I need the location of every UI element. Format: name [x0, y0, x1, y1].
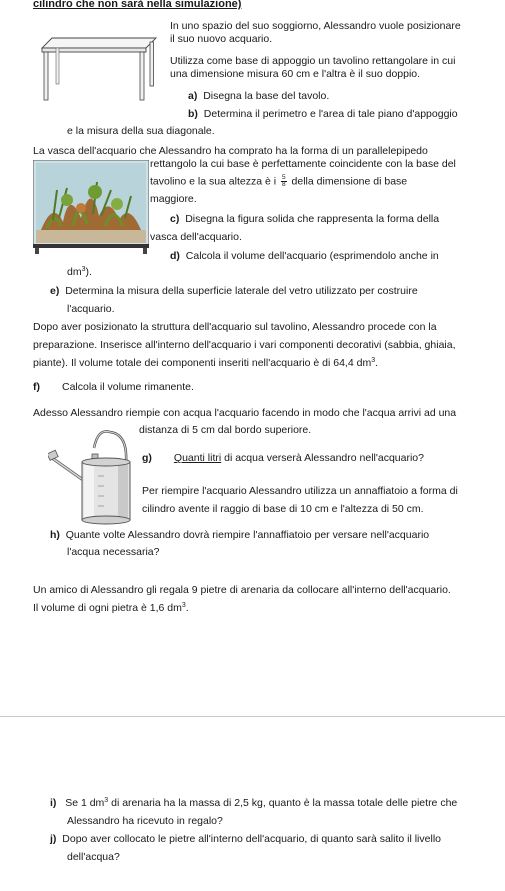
question-i-cont: Alessandro ha ricevuto in regalo?	[67, 815, 223, 827]
intro-line-1: In uno spazio del suo soggiorno, Alessandro vuole posizionare	[170, 20, 461, 32]
intro-line-4: una dimensione misura 60 cm e l'altra è il suo doppio.	[170, 68, 421, 80]
question-c: c) Disegna la figura solida che rappresenta la forma della	[170, 213, 440, 225]
can-line-2: cilindro avente il raggio di base di 10 cm e l'altezza di 50 cm.	[142, 503, 424, 515]
intro-line-3: Utilizza come base di appoggio un tavolino rettangolare in cui	[170, 55, 456, 67]
decor-line-1: Dopo aver posizionato la struttura dell'acquario sul tavolino, Alessandro procede con la	[33, 321, 437, 333]
question-e-cont: l'acquario.	[67, 303, 115, 315]
can-line-1: Per riempire l'acquario Alessandro utilizza un annaffiatoio a forma di	[142, 485, 458, 497]
stones-line-1: Un amico di Alessandro gli regala 9 pietre di arenaria da collocare all'interno dell'acquario.	[33, 584, 451, 596]
watering-can-illustration	[48, 424, 136, 526]
stones-line-2: Il volume di ogni pietra è 1,6 $dm^3$.	[33, 602, 189, 614]
question-b: b) Determina il perimetro e l'area di tale piano d'appoggio	[188, 108, 458, 120]
question-g: g) Quanti litri di acqua verserà Alessandro nell'acquario?	[142, 452, 424, 464]
intro-line-2: il suo nuovo acquario.	[170, 33, 273, 45]
question-h-cont: l'acqua necessaria?	[67, 546, 160, 558]
question-d: d) Calcola il volume dell'acquario (esprimendolo anche in	[170, 250, 439, 262]
question-d-cont: $dm^3$).	[67, 266, 92, 278]
table-illustration	[38, 32, 160, 102]
question-j: j) Dopo aver collocato le pietre all'interno dell'acquario, di quanto sarà salito il livello	[50, 833, 441, 845]
tank-line-1: La vasca dell'acquario che Alessandro ha comprato ha la forma di un parallelepipedo	[33, 145, 428, 157]
tank-line-2: rettangolo la cui base è perfettamente coincidente con la base del	[150, 158, 456, 170]
fraction-five-eighths: $\frac{5}{8}$	[282, 174, 286, 188]
page-divider	[0, 716, 505, 717]
tank-line-4: maggiore.	[150, 193, 197, 205]
question-f: f) Calcola il volume rimanente.	[33, 381, 194, 393]
decor-line-2: preparazione. Inserisce all'interno dell'acquario i vari componenti decorativi (sabbia, ghiaia,	[33, 339, 456, 351]
page-title: cilindro che non sarà nella simulazione)	[33, 0, 242, 10]
tank-line-3: tavolino e la sua altezza è i $\frac{5}{8}$ della dimensione di base	[150, 174, 408, 188]
decor-line-3: piante). Il volume totale dei componenti inseriti nell'acquario è di 64,4 $dm^3$.	[33, 357, 379, 369]
question-h: h) Quante volte Alessandro dovrà riempire l'annaffiatoio per versare nell'acquario	[50, 529, 430, 541]
question-j-cont: dell'acqua?	[67, 851, 120, 863]
water-line-2: distanza di 5 cm dal bordo superiore.	[139, 424, 312, 436]
question-i: i) Se 1 $dm^3$ di arenaria ha la massa di 2,5 kg, quanto è la massa totale delle pietre che	[50, 797, 458, 809]
water-line-1: Adesso Alessandro riempie con acqua l'acquario facendo in modo che l'acqua arrivi ad una	[33, 407, 457, 419]
question-b-cont: e la misura della sua diagonale.	[67, 125, 215, 137]
question-c-cont: vasca dell'acquario.	[150, 231, 242, 243]
question-a: a) Disegna la base del tavolo.	[188, 90, 330, 102]
question-e: e) Determina la misura della superficie laterale del vetro utilizzato per costruire	[50, 285, 418, 297]
aquarium-photo	[33, 160, 149, 254]
